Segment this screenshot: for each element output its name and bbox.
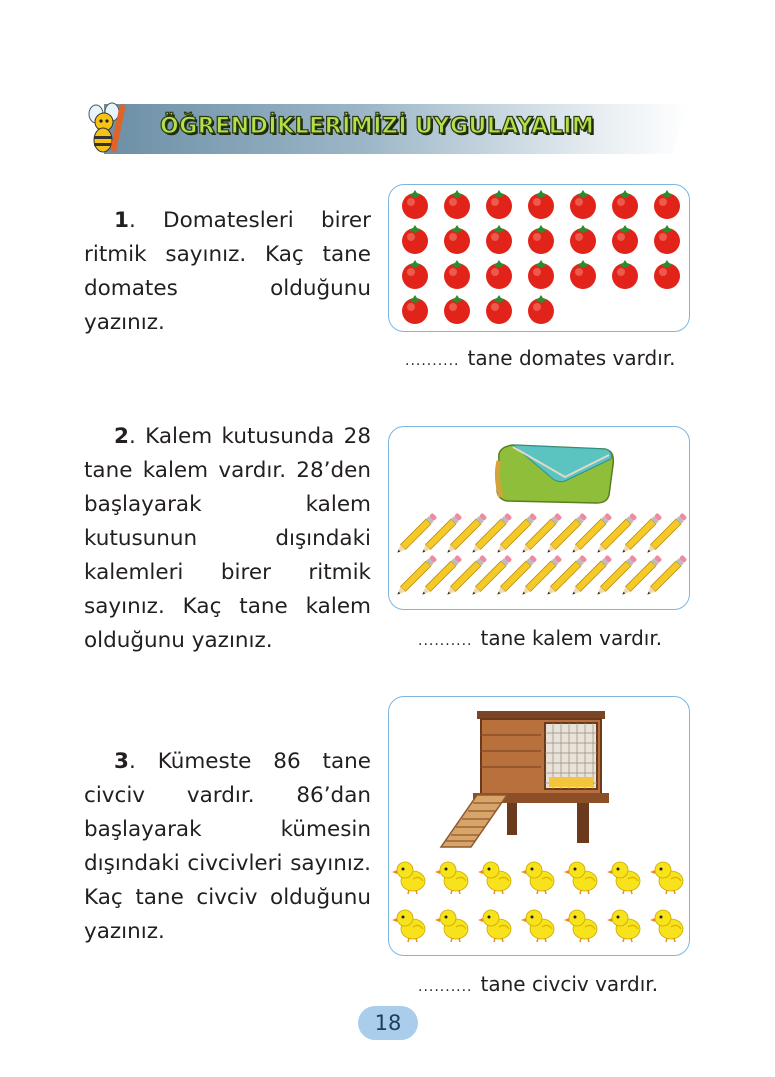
answer-text: tane kalem vardır. (480, 626, 663, 650)
tomato-icon (528, 295, 554, 324)
tomato-icon (528, 190, 554, 219)
page-title: ÖĞRENDİKLERİMİZİ UYGULAYALIM (160, 114, 595, 139)
question-3 (84, 745, 371, 949)
answer-line-1 (405, 346, 676, 370)
chicken-coop-icon (441, 711, 609, 847)
tomato-icon (444, 190, 470, 219)
answer-blank: .......... (418, 633, 473, 649)
tomato-icon (444, 295, 470, 324)
tomato-icon (570, 260, 596, 289)
answer-line-2 (418, 626, 662, 650)
chick-icon (392, 862, 425, 894)
tomato-icon (612, 260, 638, 289)
tomato-icon (654, 225, 680, 254)
question-number: 3 (114, 749, 129, 774)
chick-icon (650, 910, 683, 942)
pencil-grid (389, 427, 689, 609)
tomato-icon (528, 225, 554, 254)
tomato-icon (486, 295, 512, 324)
tomato-icon (528, 260, 554, 289)
section-header (82, 100, 692, 158)
answer-blank: .......... (405, 353, 460, 369)
chick-icon (478, 910, 511, 942)
question-text: . Kalem kutusunda 28 tane kalem vardır. 28’den başlayarak kalem kutusunun dışındaki kalemleri birer ritmik sayınız. Kaç tane kalem olduğunu yazınız. (84, 424, 371, 653)
tomato-icon (444, 260, 470, 289)
tomato-grid (389, 185, 689, 331)
question-number: 1 (114, 208, 129, 233)
chick-icon (650, 862, 683, 894)
tomato-icon (402, 295, 428, 324)
pencil-case-icon (497, 445, 613, 503)
answer-text: tane domates vardır. (467, 346, 676, 370)
question-1 (84, 204, 371, 340)
question-2 (84, 420, 371, 658)
tomato-icon (486, 260, 512, 289)
tomato-icon (570, 225, 596, 254)
chick-icon (521, 862, 554, 894)
question-text: . Domatesleri birer ritmik sayınız. Kaç tane domates olduğunu yazınız. (84, 208, 371, 335)
chick-image-box (388, 696, 690, 956)
chick-icon (478, 862, 511, 894)
tomato-icon (654, 190, 680, 219)
tomato-icon (402, 225, 428, 254)
answer-text: tane civciv vardır. (480, 972, 659, 996)
chick-icon (435, 862, 468, 894)
chick-icon (435, 910, 468, 942)
page-number: 18 (358, 1006, 418, 1040)
bee-mascot-icon (82, 100, 128, 158)
tomato-icon (570, 190, 596, 219)
tomato-image-box (388, 184, 690, 332)
tomato-icon (402, 260, 428, 289)
chick-grid (389, 697, 689, 955)
tomato-icon (612, 190, 638, 219)
tomato-icon (486, 225, 512, 254)
chick-icon (392, 910, 425, 942)
answer-line-3 (418, 972, 658, 996)
chick-icon (564, 862, 597, 894)
tomato-icon (486, 190, 512, 219)
chick-icon (521, 910, 554, 942)
tomato-icon (654, 260, 680, 289)
question-number: 2 (114, 424, 129, 449)
tomato-icon (444, 225, 470, 254)
chick-icon (607, 910, 640, 942)
tomato-icon (402, 190, 428, 219)
question-text: . Kümeste 86 tane civciv vardır. 86’dan başlayarak kümesin dışındaki civcivleri sayınız. Kaç tane civciv olduğunu yazınız. (84, 749, 371, 944)
tomato-icon (612, 225, 638, 254)
pencil-image-box (388, 426, 690, 610)
chick-icon (564, 910, 597, 942)
chick-icon (607, 862, 640, 894)
answer-blank: .......... (418, 979, 473, 995)
